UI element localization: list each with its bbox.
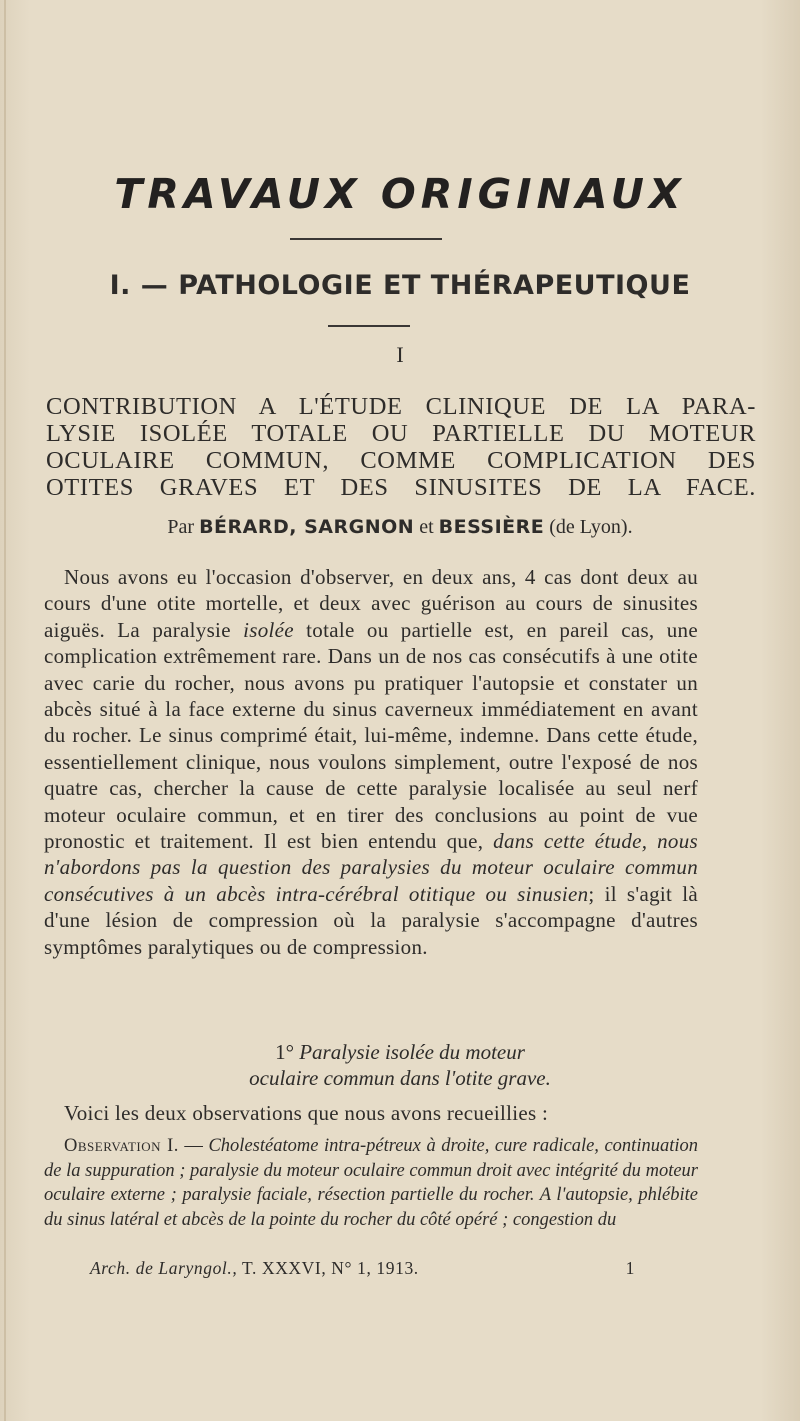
byline xyxy=(0,516,800,539)
footer xyxy=(90,1258,635,1279)
article-title xyxy=(46,393,756,501)
byline-place: (de Lyon). xyxy=(549,516,633,538)
page-number: 1 xyxy=(625,1258,635,1278)
observation-paragraph xyxy=(44,1134,698,1232)
author-last: BESSIÈRE xyxy=(438,516,545,538)
subsection-title-line2: oculaire commun dans l'otite grave. xyxy=(249,1066,551,1090)
byline-et: et xyxy=(419,516,434,538)
article-title-line: LYSIE ISOLÉE TOTALE OU PARTIELLE DU MOTEUR xyxy=(46,420,756,447)
journal-volume: T. XXXVI, N° 1, 1913. xyxy=(242,1258,419,1278)
article-title-line: OTITES GRAVES ET DES SINUSITES DE LA FACE. xyxy=(46,474,756,501)
paragraph-text: Nous avons eu l'occasion d'observer, en deux ans, 4 cas dont deux au cours d'une otite mortelle, et deux avec guérison au cours de sinusites aiguës. La paralysie xyxy=(44,565,698,642)
article-title-line: CONTRIBUTION A L'ÉTUDE CLINIQUE DE LA PARA- xyxy=(46,393,756,420)
journal-name: Arch. de Laryngol., xyxy=(90,1258,238,1278)
observation-label: Observation I. xyxy=(64,1136,179,1156)
author-names: BÉRARD, SARGNON xyxy=(199,516,415,538)
section-title: I. — PATHOLOGIE ET THÉRAPEUTIQUE xyxy=(109,270,691,301)
subsection-title-line1: Paralysie isolée du moteur xyxy=(299,1040,525,1064)
observation-text: Cholestéatome intra-pétreux à droite, cure radicale, continuation de la suppuration ; paralysie du moteur oculaire commun droit avec intégrité du moteur oculaire externe ; paralysie faciale, résection partielle du rocher. A l'autopsie, phlébite du sinus latéral et abcès de la pointe du rocher du côté opéré ; congestion du xyxy=(44,1136,698,1230)
paragraph-text: ; il s'agit là d'une lésion de compression où la paralysie s'accompagne d'autres symptômes paralytiques ou de compression. xyxy=(44,881,698,959)
body-paragraph xyxy=(44,564,698,960)
main-title: TRAVAUX ORIGINAUX xyxy=(114,170,686,218)
paragraph-emphasis: dans cette étude, nous n'abordons pas la question des paralysies du moteur oculaire commun consécutives à un abcès intra-cérébral otitique ou sinusien xyxy=(44,829,698,906)
observations-intro: Voici les deux observations que nous avons recueillies : xyxy=(64,1101,549,1125)
paragraph-emphasis: isolée xyxy=(243,617,294,642)
article-number: I xyxy=(396,342,404,367)
title-rule xyxy=(290,238,442,240)
paragraph-text: totale ou partielle est, en pareil cas, une complication extrêmement rare. Dans un de nos cas consécutifs à une otite avec carie du rocher, nous avons pu pratiquer l'autopsie et constater un abcès situé à la face externe du sinus caverneux immédiatement en avant du rocher. Le sinus comprimé était, lui-même, indemne. Dans cette étude, essentiellement clinique, nous voulons simplement, outre l'exposé de nos quatre cas, chercher la cause de cette paralysie localisée au seul nerf moteur oculaire commun, et en tirer des conclusions au point de vue pronostic et traitement. Il est bien entendu que, xyxy=(44,617,698,854)
byline-prefix: Par xyxy=(167,516,195,538)
subsection-heading xyxy=(0,1039,800,1091)
observation-dash: — xyxy=(178,1136,209,1156)
article-title-line: OCULAIRE COMMUN, COMME COMPLICATION DES xyxy=(46,447,756,474)
section-rule xyxy=(328,325,410,327)
subsection-number: 1° xyxy=(275,1040,294,1064)
